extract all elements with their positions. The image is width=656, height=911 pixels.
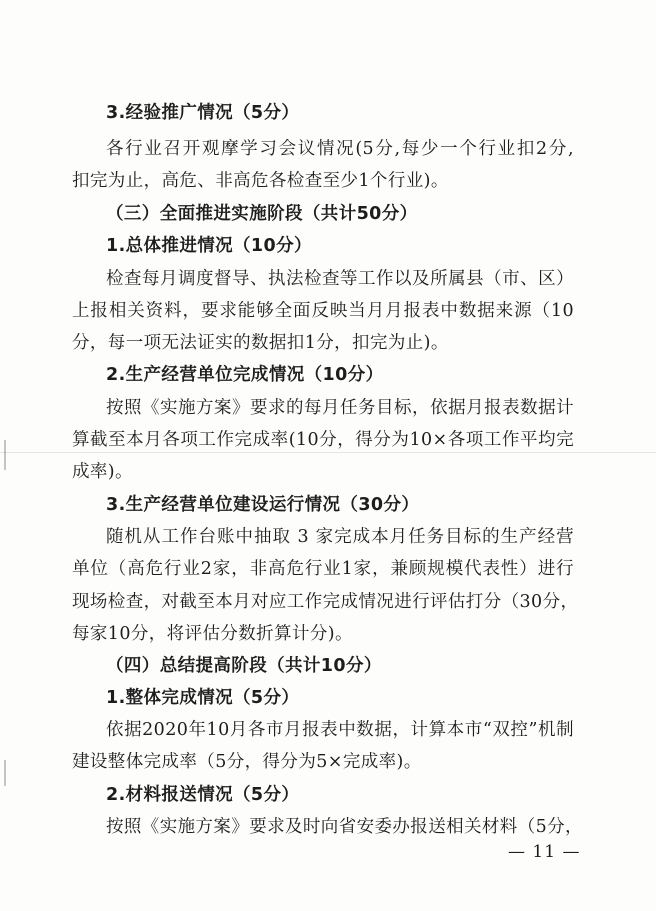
paragraph-line: 随机从工作台账中抽取 3 家完成本月任务目标的生产经营 (106, 527, 574, 547)
paragraph-line: 现场检查，对截至本月对应工作完成情况进行评估打分（30分， (72, 592, 579, 612)
section-heading: 2.生产经营单位完成情况（10分） (106, 365, 384, 385)
paragraph-line: 依据2020年10月各市月报表中数据，计算本市“双控”机制 (106, 720, 574, 740)
paragraph-line: 每家10分，将评估分数折算计分)。 (72, 624, 353, 644)
section-heading: 1.总体推进情况（10分） (106, 236, 312, 256)
section-heading: 3.经验推广情况（5分） (106, 103, 300, 123)
section-heading: 1.整体完成情况（5分） (106, 688, 300, 708)
paragraph-line: 各行业召开观摩学习会议情况(5分,每少一个行业扣2分, (106, 139, 574, 159)
paragraph-line: 按照《实施方案》要求及时向省安委办报送相关材料（5分， (106, 817, 583, 837)
paragraph-line: 检查每月调度督导、执法检查等工作以及所属县（市、区） (106, 269, 574, 289)
section-heading: 2.材料报送情况（5分） (106, 785, 300, 805)
paragraph-line: 建设整体完成率（5分，得分为5×完成率)。 (72, 752, 422, 772)
paragraph-line: 扣完为止，高危、非高危各检查至少1个行业)。 (72, 171, 449, 191)
section-heading: 3.生产经营单位建设运行情况（30分） (106, 495, 420, 515)
scan-edge-mark (4, 440, 6, 470)
scan-edge-mark (4, 760, 6, 786)
page-number: — 11 — (508, 842, 581, 862)
paragraph-line: 成率)。 (72, 462, 133, 482)
paragraph-line: 上报相关资料，要求能够全面反映当月月报表中数据来源（10 (72, 301, 574, 321)
scan-fold-line (0, 452, 656, 453)
paragraph-line: 算截至本月各项工作完成率(10分，得分为10×各项工作平均完 (72, 430, 574, 450)
paragraph-line: 单位（高危行业2家，非高危行业1家，兼顾规模代表性）进行 (72, 559, 574, 579)
paragraph-line: 按照《实施方案》要求的每月任务目标，依据月报表数据计 (106, 398, 574, 418)
chapter-heading: （四）总结提高阶段（共计10分） (106, 656, 382, 676)
chapter-heading: （三）全面推进实施阶段（共计50分） (106, 204, 418, 224)
paragraph-line: 分，每一项无法证实的数据扣1分，扣完为止)。 (72, 333, 449, 353)
